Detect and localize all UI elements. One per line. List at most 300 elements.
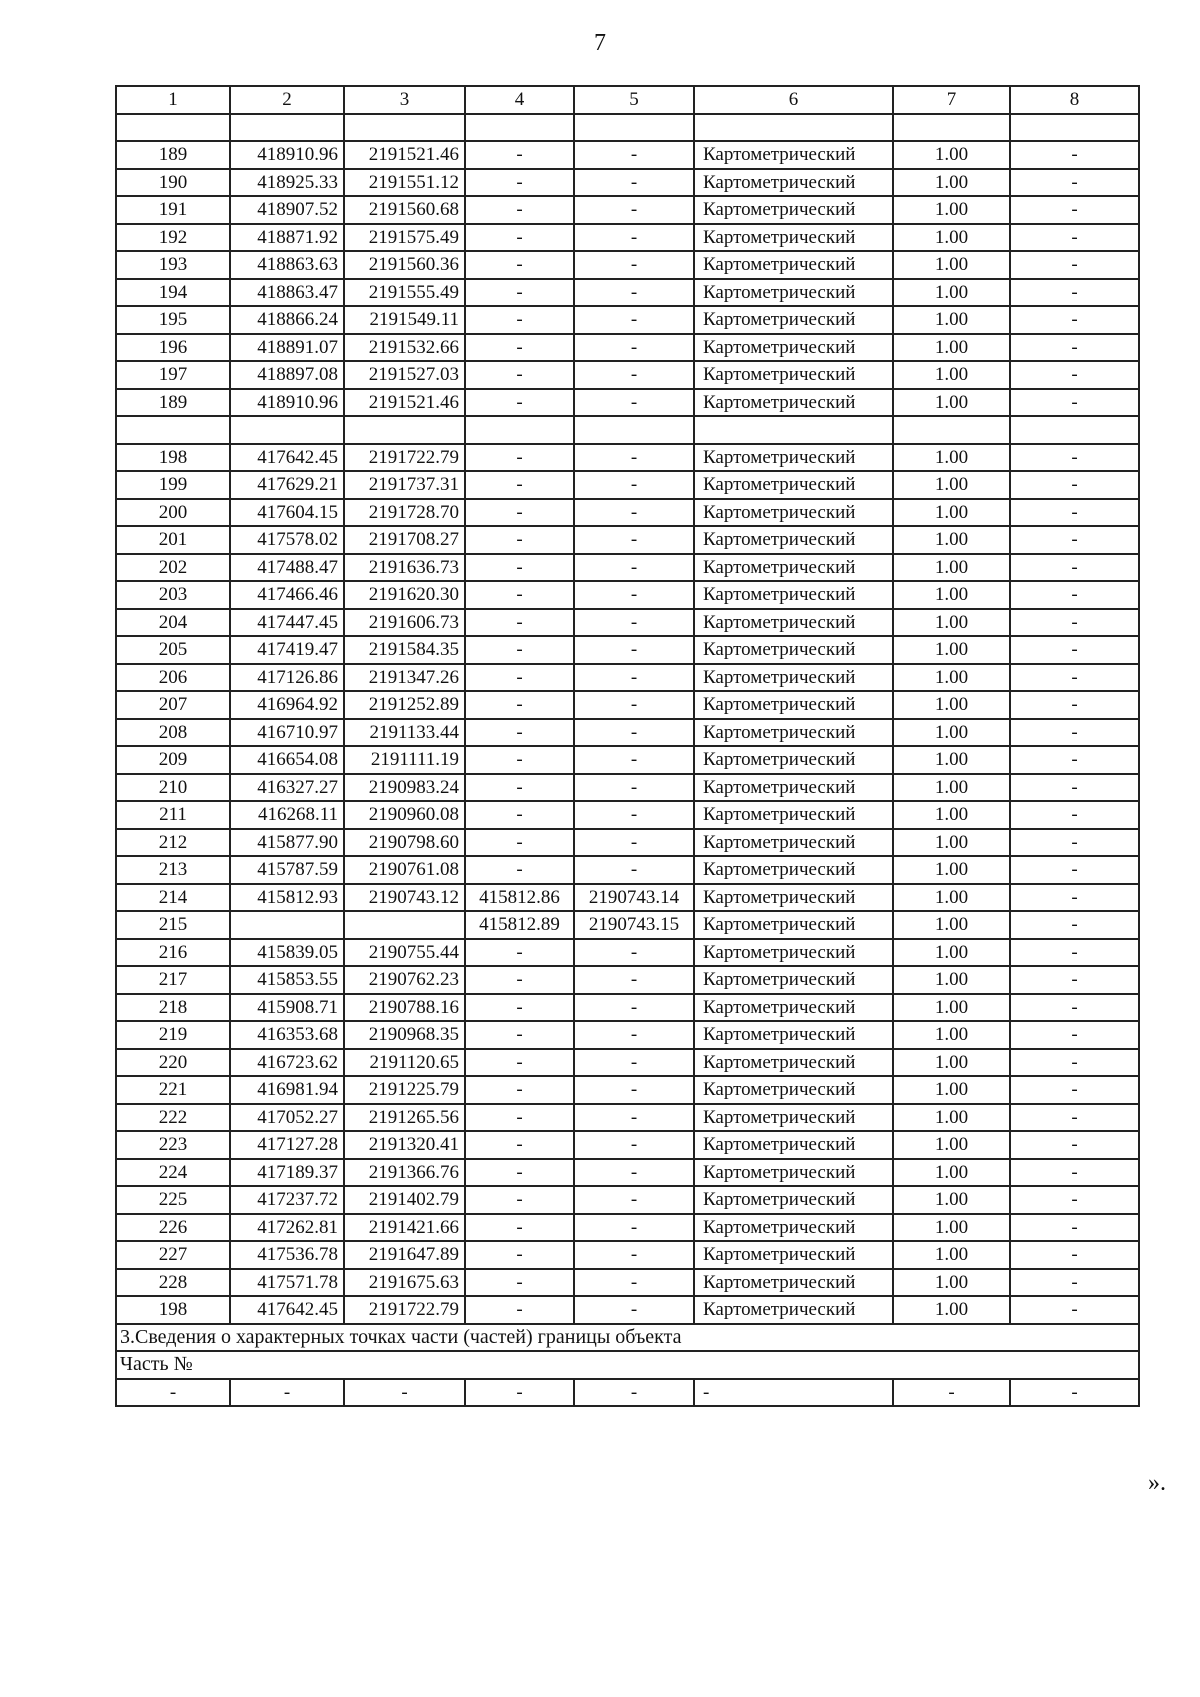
table-row	[116, 1186, 1139, 1214]
table-row	[116, 829, 1139, 857]
table-cell: -	[1010, 389, 1139, 417]
table-row	[116, 911, 1139, 939]
table-row	[116, 664, 1139, 692]
table-cell: 211	[116, 801, 230, 829]
table-row	[116, 554, 1139, 582]
table-cell: -	[574, 196, 694, 224]
table-cell: 2190788.16	[344, 994, 465, 1022]
table-cell: 215	[116, 911, 230, 939]
empty-cell	[116, 114, 230, 142]
table-row	[116, 994, 1139, 1022]
table-cell: -	[574, 169, 694, 197]
table-cell: 417642.45	[230, 1296, 344, 1324]
table-cell: -	[1010, 609, 1139, 637]
table-cell: Картометрический	[694, 251, 893, 279]
table-row	[116, 719, 1139, 747]
table-cell: 418863.47	[230, 279, 344, 307]
table-row	[116, 306, 1139, 334]
table-cell: -	[1010, 1241, 1139, 1269]
table-cell: -	[1010, 554, 1139, 582]
table-body	[116, 114, 1139, 1407]
empty-cell	[465, 114, 574, 142]
table-cell: -	[465, 664, 574, 692]
table-cell: 415877.90	[230, 829, 344, 857]
table-cell: 205	[116, 636, 230, 664]
table-cell: 220	[116, 1049, 230, 1077]
table-cell: 1.00	[893, 1186, 1010, 1214]
table-cell: 2191320.41	[344, 1131, 465, 1159]
table-cell: Картометрический	[694, 664, 893, 692]
table-cell: 206	[116, 664, 230, 692]
table-cell: -	[465, 389, 574, 417]
table-cell: -	[465, 361, 574, 389]
table-cell: Картометрический	[694, 361, 893, 389]
table-cell: Картометрический	[694, 554, 893, 582]
table-cell: 417419.47	[230, 636, 344, 664]
table-row	[116, 1076, 1139, 1104]
table-cell: 216	[116, 939, 230, 967]
table-cell: 2191133.44	[344, 719, 465, 747]
table-cell: Картометрический	[694, 169, 893, 197]
table-cell: 2191252.89	[344, 691, 465, 719]
table-cell: -	[1010, 1049, 1139, 1077]
table-cell: Картометрический	[694, 691, 893, 719]
table-cell: -	[1010, 196, 1139, 224]
table-row	[116, 279, 1139, 307]
table-cell: 1.00	[893, 361, 1010, 389]
table-cell: -	[574, 499, 694, 527]
table-cell: -	[574, 444, 694, 472]
table-cell: Картометрический	[694, 609, 893, 637]
table-cell: 416327.27	[230, 774, 344, 802]
table-cell: 1.00	[893, 1159, 1010, 1187]
table-cell: 2191584.35	[344, 636, 465, 664]
table-cell: Картометрический	[694, 911, 893, 939]
table-row	[116, 581, 1139, 609]
table-cell: -	[574, 1076, 694, 1104]
table-cell: -	[465, 1159, 574, 1187]
table-cell: 196	[116, 334, 230, 362]
table-cell: Картометрический	[694, 994, 893, 1022]
table-cell: 2190968.35	[344, 1021, 465, 1049]
table-cell: 1.00	[893, 1296, 1010, 1324]
empty-cell	[230, 416, 344, 444]
empty-cell	[465, 416, 574, 444]
column-header: 7	[893, 86, 1010, 114]
table-cell: 1.00	[893, 279, 1010, 307]
table-row	[116, 361, 1139, 389]
table-cell: 1.00	[893, 691, 1010, 719]
table-cell: 2191722.79	[344, 1296, 465, 1324]
table-cell: -	[574, 664, 694, 692]
table-cell: 2191737.31	[344, 471, 465, 499]
table-cell: -	[465, 1379, 574, 1407]
table-cell: 418910.96	[230, 141, 344, 169]
table-cell: Картометрический	[694, 141, 893, 169]
table-cell: Картометрический	[694, 746, 893, 774]
table-cell: 1.00	[893, 1269, 1010, 1297]
table-cell: -	[574, 1269, 694, 1297]
table-cell: 1.00	[893, 196, 1010, 224]
table-cell: -	[1010, 1131, 1139, 1159]
table-cell: Картометрический	[694, 471, 893, 499]
table-cell: Картометрический	[694, 389, 893, 417]
empty-cell	[694, 114, 893, 142]
table-cell: 1.00	[893, 774, 1010, 802]
table-row	[116, 471, 1139, 499]
table-cell: 2191708.27	[344, 526, 465, 554]
table-cell: 1.00	[893, 636, 1010, 664]
table-cell: -	[574, 1214, 694, 1242]
table-cell: -	[1010, 884, 1139, 912]
table-cell: 2191225.79	[344, 1076, 465, 1104]
table-row	[116, 444, 1139, 472]
table-cell: -	[465, 334, 574, 362]
table-row	[116, 1021, 1139, 1049]
table-cell: Картометрический	[694, 1021, 893, 1049]
table-cell: -	[1010, 691, 1139, 719]
table-cell: -	[1010, 141, 1139, 169]
table-cell: 2190743.14	[574, 884, 694, 912]
table-cell: 1.00	[893, 169, 1010, 197]
table-cell: -	[1010, 1104, 1139, 1132]
table-cell: -	[465, 224, 574, 252]
table-cell: 415812.93	[230, 884, 344, 912]
table-cell: -	[574, 636, 694, 664]
table-cell: 191	[116, 196, 230, 224]
table-cell: 210	[116, 774, 230, 802]
table-cell: -	[574, 1379, 694, 1407]
table-cell: -	[1010, 1214, 1139, 1242]
table-cell: 202	[116, 554, 230, 582]
table-cell: Картометрический	[694, 856, 893, 884]
table-cell: -	[1010, 774, 1139, 802]
table-cell: -	[574, 1131, 694, 1159]
table-cell: -	[465, 994, 574, 1022]
table-cell: -	[1010, 526, 1139, 554]
table-cell: -	[1010, 224, 1139, 252]
table-cell: 1.00	[893, 1076, 1010, 1104]
table-cell: -	[574, 526, 694, 554]
table-cell: -	[1010, 911, 1139, 939]
table-cell: Картометрический	[694, 801, 893, 829]
table-row	[116, 499, 1139, 527]
table-cell: -	[116, 1379, 230, 1407]
table-cell: 417466.46	[230, 581, 344, 609]
table-cell: -	[574, 719, 694, 747]
table-cell: 199	[116, 471, 230, 499]
table-cell: Картометрический	[694, 884, 893, 912]
table-cell: Картометрический	[694, 196, 893, 224]
table-cell: 2191265.56	[344, 1104, 465, 1132]
table-cell: 192	[116, 224, 230, 252]
table-cell: -	[230, 1379, 344, 1407]
table-cell: Картометрический	[694, 1049, 893, 1077]
table-cell: 418907.52	[230, 196, 344, 224]
table-cell: -	[1010, 1159, 1139, 1187]
table-cell: 417604.15	[230, 499, 344, 527]
table-cell: 417578.02	[230, 526, 344, 554]
table-cell: -	[1010, 746, 1139, 774]
table-cell: 418910.96	[230, 389, 344, 417]
empty-cell	[1010, 416, 1139, 444]
table-cell: Картометрический	[694, 526, 893, 554]
table-cell: Картометрический	[694, 1241, 893, 1269]
table-cell: -	[465, 1296, 574, 1324]
table-cell: -	[574, 251, 694, 279]
table-cell: -	[574, 829, 694, 857]
table-cell: 194	[116, 279, 230, 307]
table-cell: -	[465, 141, 574, 169]
table-cell: 1.00	[893, 499, 1010, 527]
table-cell: 417447.45	[230, 609, 344, 637]
table-cell: 1.00	[893, 664, 1010, 692]
table-row	[116, 169, 1139, 197]
table-cell: 417488.47	[230, 554, 344, 582]
table-cell: 2191575.49	[344, 224, 465, 252]
table-cell: 1.00	[893, 389, 1010, 417]
table-cell: 225	[116, 1186, 230, 1214]
table-cell: -	[574, 141, 694, 169]
table-cell: -	[1010, 939, 1139, 967]
table-cell: -	[1010, 334, 1139, 362]
table-cell: -	[465, 774, 574, 802]
table-cell: 204	[116, 609, 230, 637]
table-cell: -	[465, 966, 574, 994]
table-cell: -	[574, 361, 694, 389]
table-cell: 2191647.89	[344, 1241, 465, 1269]
table-cell: -	[465, 856, 574, 884]
table-row	[116, 1269, 1139, 1297]
table-cell: -	[1010, 361, 1139, 389]
table-cell: 2191560.36	[344, 251, 465, 279]
table-cell: 1.00	[893, 609, 1010, 637]
table-cell: -	[465, 1076, 574, 1104]
table-cell: 2191120.65	[344, 1049, 465, 1077]
table-cell: -	[1010, 444, 1139, 472]
table-cell: 1.00	[893, 306, 1010, 334]
table-cell: 415812.89	[465, 911, 574, 939]
table-row	[116, 636, 1139, 664]
empty-cell	[344, 416, 465, 444]
table-cell: -	[344, 1379, 465, 1407]
table-row	[116, 691, 1139, 719]
table-cell: 416710.97	[230, 719, 344, 747]
empty-cell	[230, 114, 344, 142]
table-cell: Картометрический	[694, 1104, 893, 1132]
table-cell: -	[1010, 1269, 1139, 1297]
table-header-row	[116, 86, 1139, 114]
table-cell: 212	[116, 829, 230, 857]
table-cell: -	[465, 1049, 574, 1077]
table-cell: -	[1010, 1379, 1139, 1407]
table-cell: -	[1010, 471, 1139, 499]
table-cell: 415839.05	[230, 939, 344, 967]
table-cell: Картометрический	[694, 966, 893, 994]
table-cell: 418897.08	[230, 361, 344, 389]
table-row	[116, 856, 1139, 884]
table-cell: 1.00	[893, 251, 1010, 279]
table-cell: 1.00	[893, 224, 1010, 252]
empty-cell	[344, 114, 465, 142]
table-cell: -	[465, 581, 574, 609]
table-cell: 2190798.60	[344, 829, 465, 857]
table-cell: 415908.71	[230, 994, 344, 1022]
column-header: 1	[116, 86, 230, 114]
table-row	[116, 196, 1139, 224]
table-row	[116, 774, 1139, 802]
table-cell: -	[465, 169, 574, 197]
table-cell: 2191551.12	[344, 169, 465, 197]
table-cell: 1.00	[893, 829, 1010, 857]
table-cell: 1.00	[893, 884, 1010, 912]
table-cell: -	[465, 801, 574, 829]
table-cell	[344, 911, 465, 939]
table-cell: 190	[116, 169, 230, 197]
table-cell: -	[574, 471, 694, 499]
table-row	[116, 1049, 1139, 1077]
table-cell: 2191347.26	[344, 664, 465, 692]
table-cell: 1.00	[893, 1241, 1010, 1269]
table-cell: -	[1010, 664, 1139, 692]
table-cell: 1.00	[893, 526, 1010, 554]
table-cell: -	[465, 939, 574, 967]
table-cell: -	[465, 636, 574, 664]
table-cell: 1.00	[893, 444, 1010, 472]
table-row	[116, 939, 1139, 967]
table-cell: -	[465, 1021, 574, 1049]
page-number: 7	[594, 30, 606, 56]
table-cell: -	[574, 279, 694, 307]
table-row	[116, 801, 1139, 829]
table-cell: -	[574, 774, 694, 802]
empty-cell	[574, 416, 694, 444]
table-cell: 219	[116, 1021, 230, 1049]
table-cell: Картометрический	[694, 1214, 893, 1242]
table-cell: 2190761.08	[344, 856, 465, 884]
table-cell: 1.00	[893, 1131, 1010, 1159]
table-cell: 417189.37	[230, 1159, 344, 1187]
table-cell: 417127.28	[230, 1131, 344, 1159]
blank-row	[116, 416, 1139, 444]
table-cell: -	[465, 1269, 574, 1297]
table-cell: -	[1010, 1296, 1139, 1324]
table-cell: -	[465, 1104, 574, 1132]
section-row	[116, 1324, 1139, 1352]
table-cell: -	[465, 471, 574, 499]
table-cell: 418891.07	[230, 334, 344, 362]
table-cell: -	[574, 691, 694, 719]
empty-cell	[574, 114, 694, 142]
table-cell: -	[574, 1186, 694, 1214]
table-cell: Картометрический	[694, 224, 893, 252]
table-cell: -	[465, 719, 574, 747]
empty-cell	[694, 416, 893, 444]
table-cell: 198	[116, 1296, 230, 1324]
table-cell: 2191521.46	[344, 389, 465, 417]
table-cell: 2190755.44	[344, 939, 465, 967]
table-cell: Картометрический	[694, 334, 893, 362]
table-cell: 189	[116, 389, 230, 417]
table-cell: 197	[116, 361, 230, 389]
table-cell: -	[465, 746, 574, 774]
empty-cell	[893, 114, 1010, 142]
table-cell: -	[465, 691, 574, 719]
table-cell: 209	[116, 746, 230, 774]
closing-quote: ».	[1148, 1470, 1166, 1496]
table-cell: 198	[116, 444, 230, 472]
table-cell: 415853.55	[230, 966, 344, 994]
table-cell: -	[465, 829, 574, 857]
table-cell: 417126.86	[230, 664, 344, 692]
table-cell: Картометрический	[694, 1269, 893, 1297]
column-header: 3	[344, 86, 465, 114]
table-cell: -	[465, 1214, 574, 1242]
column-header: 6	[694, 86, 893, 114]
table-cell	[230, 911, 344, 939]
table-cell: 1.00	[893, 1214, 1010, 1242]
table-cell: -	[694, 1379, 893, 1407]
table-cell: Картометрический	[694, 581, 893, 609]
table-cell: -	[574, 1049, 694, 1077]
table-cell: 418925.33	[230, 169, 344, 197]
table-cell: 218	[116, 994, 230, 1022]
table-cell: Картометрический	[694, 636, 893, 664]
table-cell: 2190960.08	[344, 801, 465, 829]
table-cell: 416268.11	[230, 801, 344, 829]
table-cell: 2190762.23	[344, 966, 465, 994]
table-row	[116, 1104, 1139, 1132]
table-cell: -	[1010, 719, 1139, 747]
table-cell: -	[465, 609, 574, 637]
table-cell: 416723.62	[230, 1049, 344, 1077]
table-cell: Картометрический	[694, 719, 893, 747]
table-cell: 1.00	[893, 581, 1010, 609]
table-cell: 223	[116, 1131, 230, 1159]
table-cell: 217	[116, 966, 230, 994]
table-cell: -	[1010, 994, 1139, 1022]
empty-cell	[1010, 114, 1139, 142]
table-cell: -	[465, 526, 574, 554]
table-cell: 208	[116, 719, 230, 747]
table-row	[116, 1296, 1139, 1324]
table-cell: 417536.78	[230, 1241, 344, 1269]
table-cell: -	[574, 1159, 694, 1187]
table-cell: Картометрический	[694, 829, 893, 857]
table-cell: -	[574, 939, 694, 967]
table-cell: -	[465, 444, 574, 472]
table-cell: 2191620.30	[344, 581, 465, 609]
table-cell: -	[574, 801, 694, 829]
table-row	[116, 251, 1139, 279]
table-cell: 222	[116, 1104, 230, 1132]
table-cell: -	[574, 224, 694, 252]
table-cell: 228	[116, 1269, 230, 1297]
table-cell: 416981.94	[230, 1076, 344, 1104]
table-cell: -	[1010, 279, 1139, 307]
table-cell: 416654.08	[230, 746, 344, 774]
table-cell: -	[465, 251, 574, 279]
table-cell: 1.00	[893, 554, 1010, 582]
table-cell: 2191728.70	[344, 499, 465, 527]
table-cell: -	[574, 746, 694, 774]
table-cell: 418863.63	[230, 251, 344, 279]
table-cell: -	[574, 334, 694, 362]
table-cell: 417262.81	[230, 1214, 344, 1242]
table-cell: -	[574, 856, 694, 884]
table-cell: Картометрический	[694, 279, 893, 307]
column-header: 4	[465, 86, 574, 114]
